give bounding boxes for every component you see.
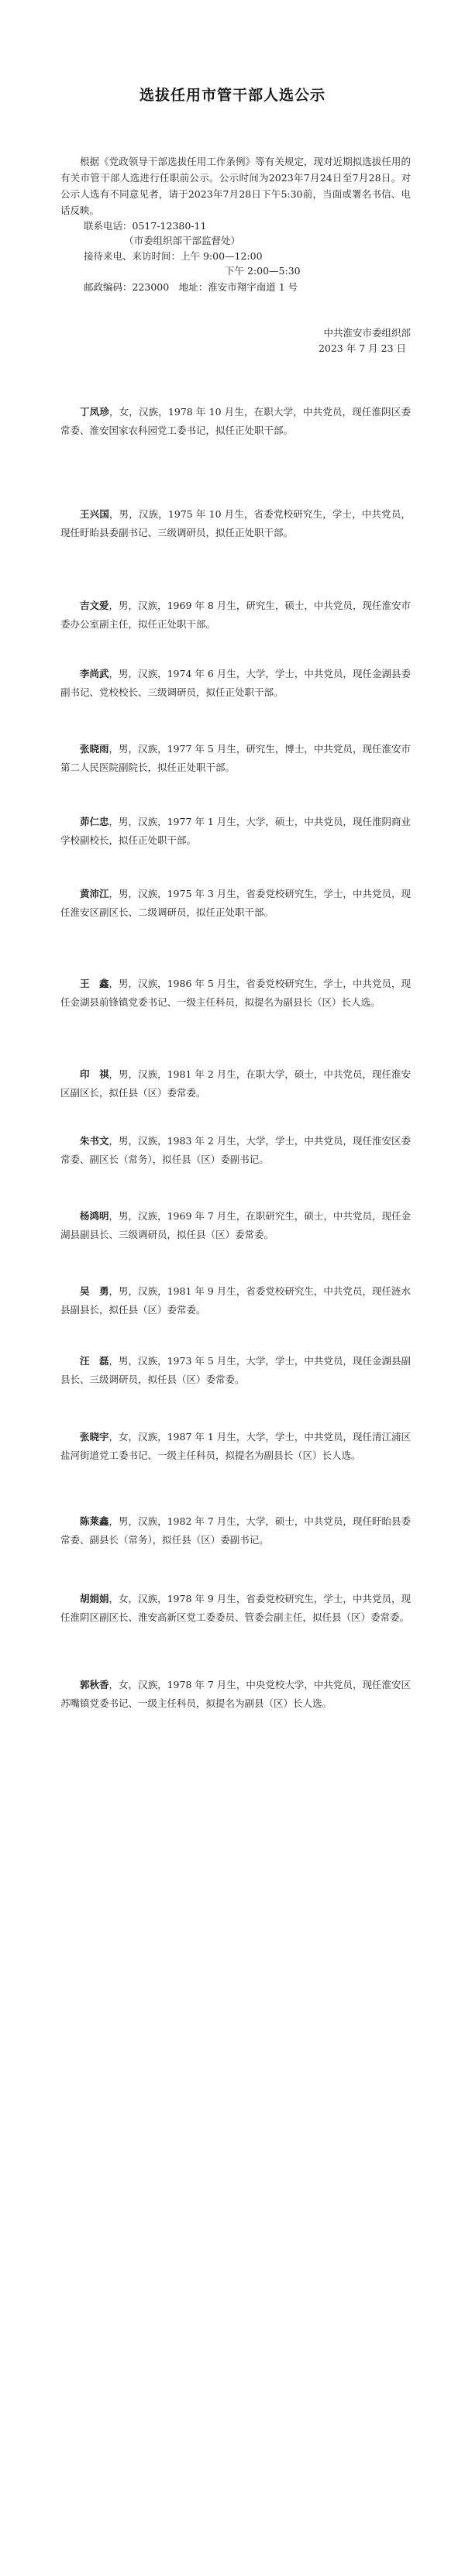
candidate-entry [60, 403, 411, 440]
candidate-name: 印 祺 [80, 1068, 109, 1080]
candidate-entry [60, 597, 411, 634]
candidate-name: 吴 勇 [80, 1285, 109, 1297]
contact-office: （市委组织部干部监督处） [124, 235, 241, 246]
candidate-entry [60, 665, 411, 702]
candidate-description: ，女，汉族，1978 年 10 月生，在职大学，中共党员，现任淮阴区委常委、淮安国家农科园党工委书记，拟任正处职干部。 [60, 406, 411, 436]
candidate-entry [60, 1282, 411, 1319]
candidate-name: 王 鑫 [80, 978, 109, 989]
candidate-entry [60, 813, 411, 850]
reception-hours-pm: 下午 2:00—5:30 [225, 265, 301, 277]
candidate-name: 吉文爱 [80, 600, 109, 611]
candidate-name: 郭秋香 [80, 1679, 109, 1690]
contact-phone: 联系电话：0517-12380-11 [84, 220, 207, 232]
candidate-entry [60, 1676, 411, 1713]
candidate-description: ，女，汉族，1978 年 9 月生，省委党校研究生，学士，中共党员，现任淮阴区副区长、淮安高新区党工委委员、管委会副主任，拟任县（区）委常委。 [60, 1593, 411, 1623]
candidate-name: 张晓宇 [80, 1431, 109, 1443]
candidate-name: 王兴国 [80, 508, 109, 520]
candidate-name: 朱书文 [80, 1135, 109, 1147]
candidate-description: ，女，汉族，1987 年 1 月生，大学，学士，中共党员，现任清江浦区盐河街道党工委书记、一级主任科员，拟提名为副县长（区）长人选。 [60, 1431, 411, 1461]
candidate-entry [60, 1132, 411, 1169]
candidate-description: ，男，汉族，1981 年 2 月生，在职大学，硕士，中共党员，现任淮安区副区长，拟任县（区）委常委。 [60, 1068, 411, 1099]
candidate-description: ，男，汉族，1977 年 5 月生，研究生，博士，中共党员，现任淮安市第二人民医院副院长，拟任正处职干部。 [60, 743, 411, 773]
candidate-description: ，男，汉族，1977 年 1 月生，大学，硕士，中共党员，现任淮阴商业学校副校长，拟任正处职干部。 [60, 816, 411, 846]
candidate-description: ，男，汉族，1975 年 3 月生，省委党校研究生，学士，中共党员，现任淮安区副区长、二级调研员，拟任正处职干部。 [60, 888, 411, 918]
candidate-entry [60, 885, 411, 922]
candidate-entry [60, 505, 411, 542]
candidate-name: 李尚武 [80, 668, 109, 679]
candidate-name: 丁凤珍 [80, 406, 109, 418]
candidate-entry [60, 1065, 411, 1102]
candidate-name: 杨鸿明 [80, 1210, 109, 1222]
candidate-entry [60, 1428, 411, 1465]
candidate-description: ，男，汉族，1975 年 10 月生，省委党校研究生，学士，中共党员，现任盱眙县委副书记、三级调研员，拟任正处职干部。 [60, 508, 411, 538]
candidate-entry [60, 1207, 411, 1244]
candidate-description: ，男，汉族，1982 年 7 月生，大学，硕士，中共党员，现任盱眙县委常委、副县长（常务），拟任县（区）委副书记。 [60, 1515, 411, 1546]
candidate-description: ，男，汉族，1969 年 8 月生，研究生，硕士，中共党员，现任淮安市委办公室副主任，拟任正处职干部。 [60, 600, 411, 630]
candidate-entry [60, 975, 411, 1012]
candidate-description: ，男，汉族，1973 年 5 月生，大学，学士，中共党员，现任金湖县副县长、三级调研员，拟任县（区）委常委。 [60, 1355, 411, 1385]
contact-address: 邮政编码：223000 地址：淮安市翔宇南道 1 号 [84, 281, 298, 293]
signature-date: 2023 年 7 月 23 日 [318, 342, 406, 354]
candidate-name: 胡娟娟 [80, 1593, 109, 1604]
intro-paragraph: 根据《党政领导干部选拔任用工作条例》等有关规定，现对近期拟选拔任用的有关市管干部人选进行任职前公示。公示时间为2023年7月24日至7月28日。对公示人选有不同意见者，请于2023年7月28日下午5:30前，当面或署名书信、电话反映。 [60, 156, 411, 216]
candidate-description: ，男，汉族，1983 年 2 月生，大学，学士，中共党员，现任淮安区委常委、副区长（常务），拟任县（区）委副书记。 [60, 1135, 411, 1165]
candidate-description: ，男，汉族，1981 年 9 月生，省委党校研究生，中共党员，现任涟水县副县长，拟任县（区）委常委。 [60, 1285, 411, 1316]
candidate-description: ，男，汉族，1969 年 7 月生，在职研究生，硕士，中共党员，现任金湖县副县长、三级调研员，拟任县（区）委常委。 [60, 1210, 411, 1240]
candidate-description: ，女，汉族，1978 年 7 月生，中央党校大学，中共党员，现任淮安区苏嘴镇党委书记、一级主任科员，拟提名为副县（区）长人选。 [60, 1679, 411, 1709]
candidate-entry [60, 1512, 411, 1549]
candidate-description: ，男，汉族，1986 年 5 月生，省委党校研究生，学士，中共党员，现任金湖县前锋镇党委书记、一级主任科员，拟提名为副县长（区）长人选。 [60, 978, 411, 1008]
candidate-entry [60, 1590, 411, 1627]
candidate-name: 黄沛江 [80, 888, 109, 899]
candidate-name: 张晓雨 [80, 743, 109, 755]
candidate-entry [60, 740, 411, 777]
candidate-entry [60, 1352, 411, 1389]
page-title: 选拔任用市管干部人选公示 [139, 87, 326, 104]
candidate-description: ，男，汉族，1974 年 6 月生，大学，学士，中共党员，现任金湖县委副书记、党校校长、三级调研员，拟任正处职干部。 [60, 668, 411, 698]
candidate-name: 茆仁忠 [80, 816, 109, 827]
candidate-name: 陈莱鑫 [80, 1515, 109, 1527]
signature-org: 中共淮安市委组织部 [323, 327, 411, 339]
reception-hours-am: 接待来电、来访时间：上午 9:00—12:00 [84, 250, 263, 262]
candidate-name: 汪 磊 [80, 1355, 109, 1367]
